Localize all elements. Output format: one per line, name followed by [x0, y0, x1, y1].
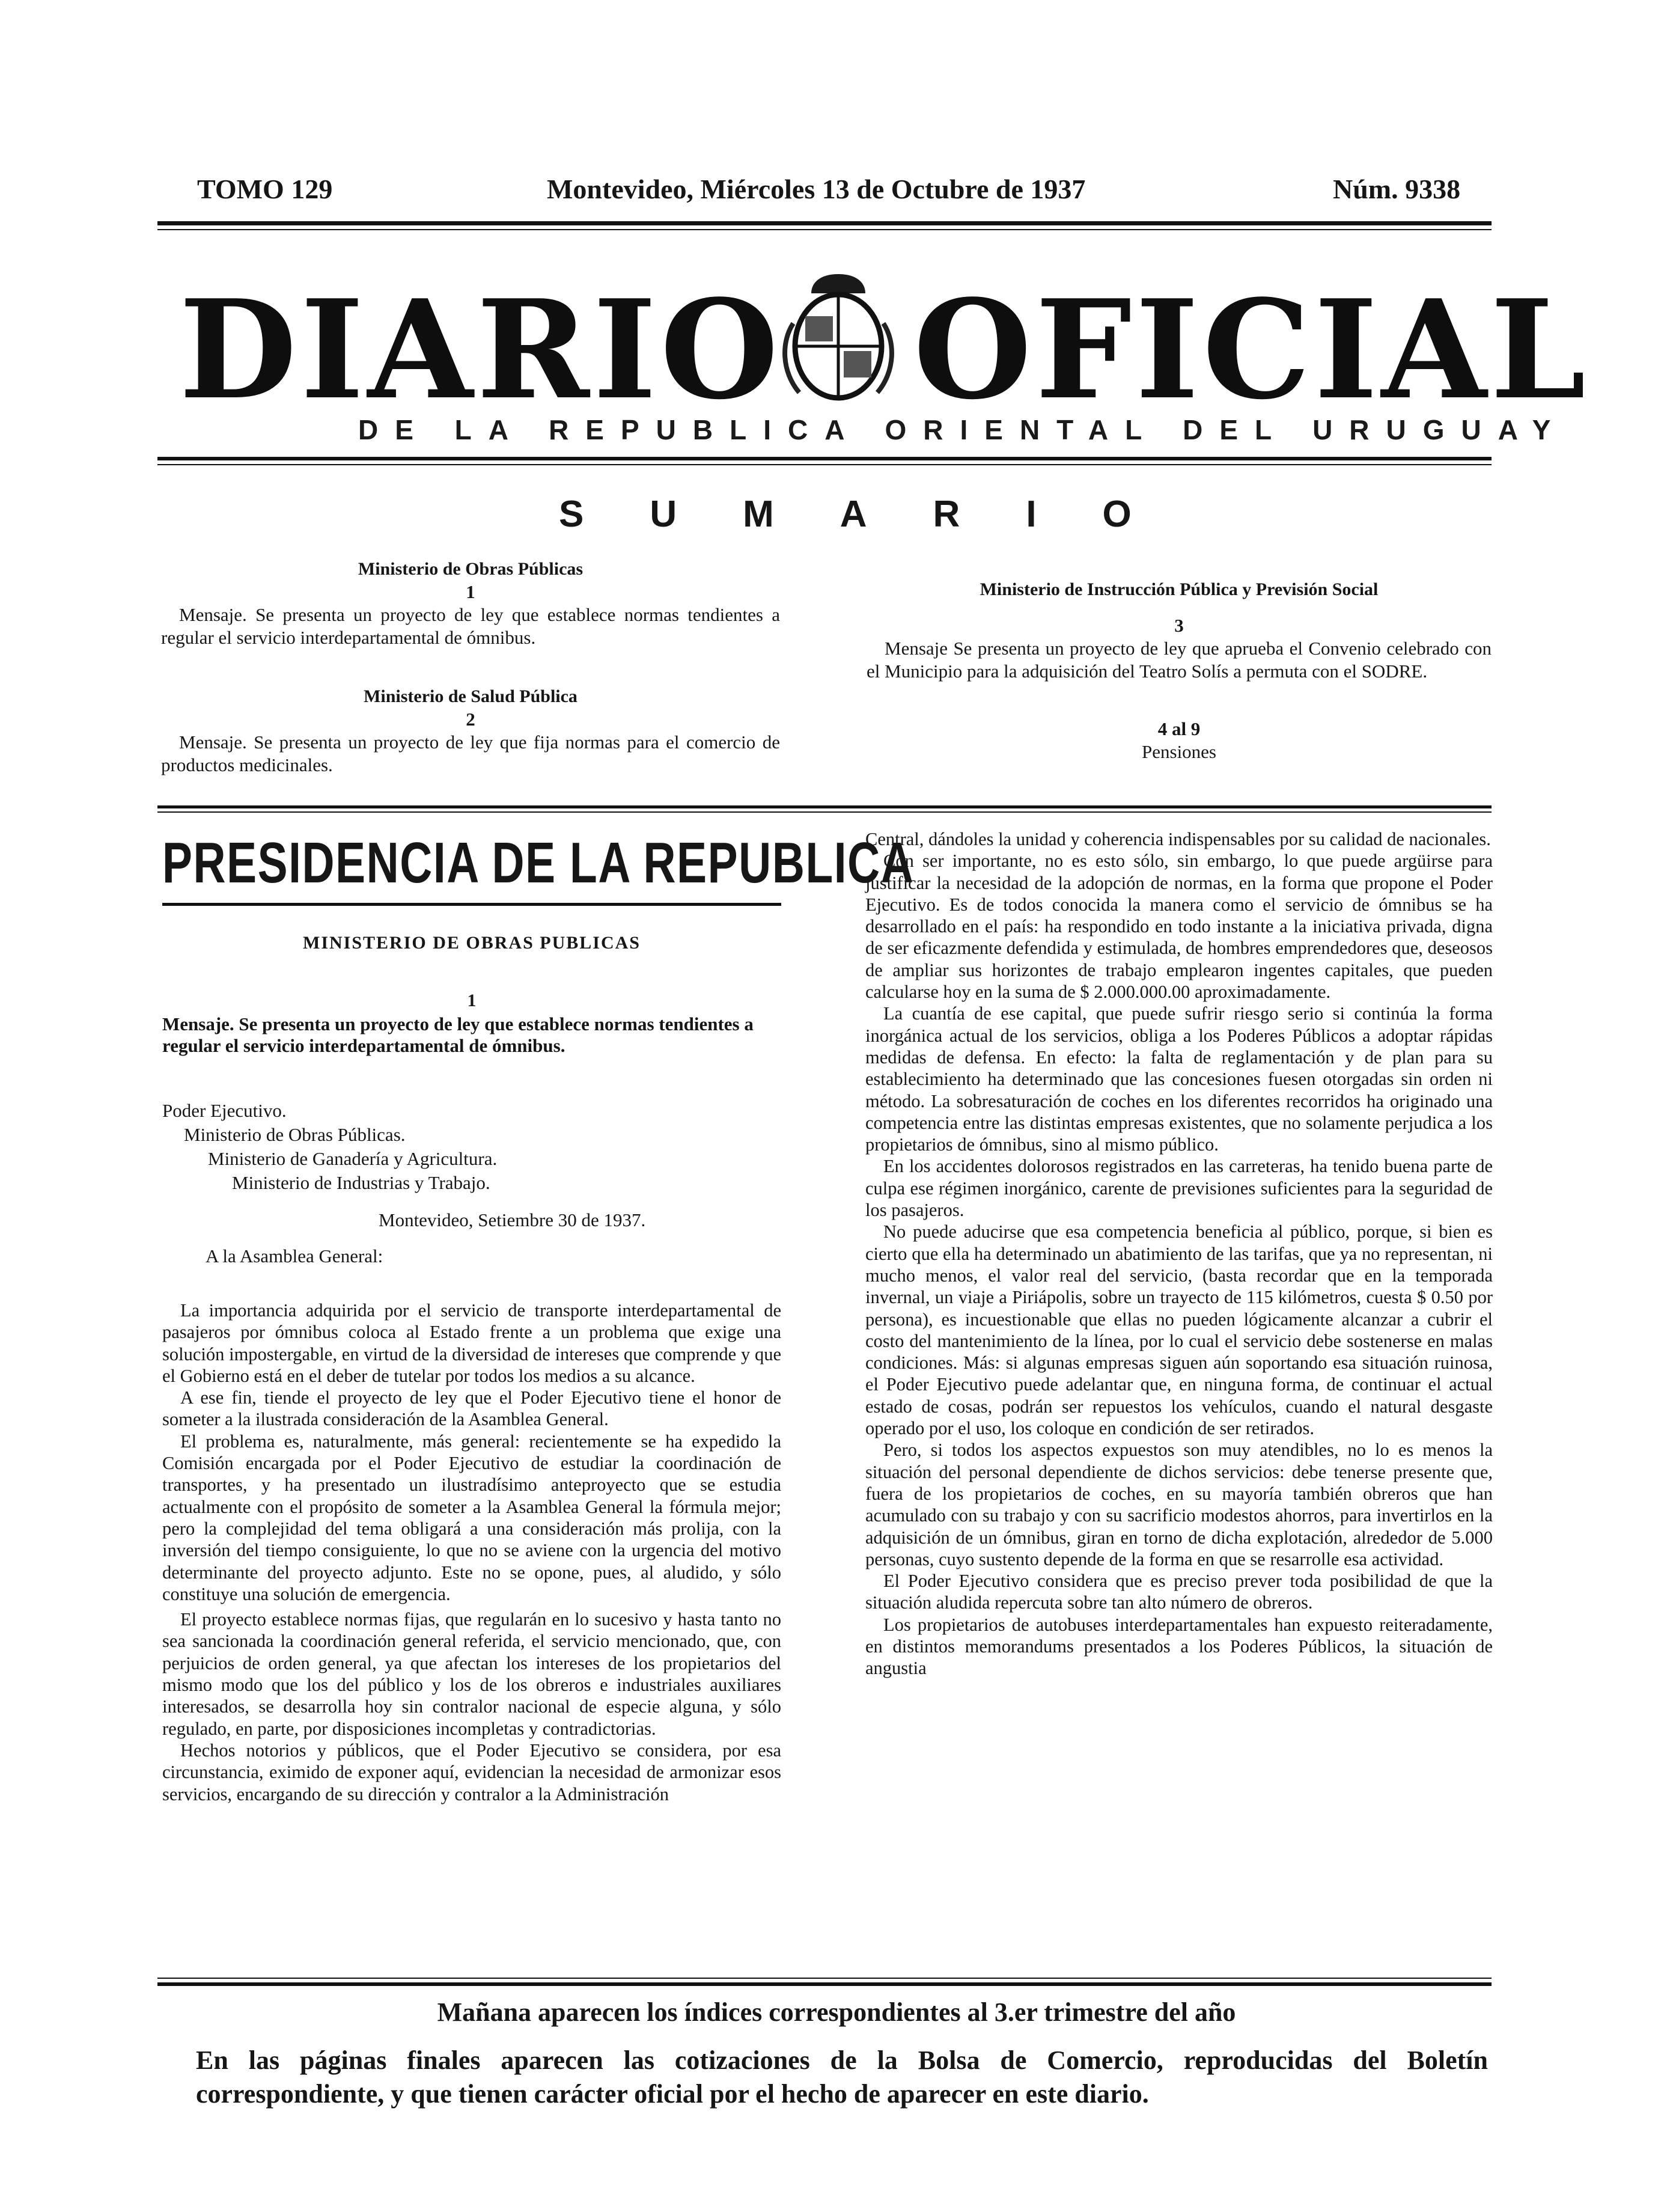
summary-ministry: Ministerio de Instrucción Pública y Previsión Social — [980, 579, 1379, 599]
addressee-line: Ministerio de Ganadería y Agricultura. — [208, 1148, 498, 1169]
masthead-rule-thin — [157, 464, 1492, 465]
summary-item — [161, 558, 780, 649]
addressee-line: Ministerio de Obras Públicas. — [184, 1124, 406, 1145]
coat-of-arms-icon — [775, 269, 901, 408]
summary-item-number: 4 al 9 — [1157, 718, 1201, 739]
header-rule-thick — [157, 221, 1492, 225]
body-paragraph: Hechos notorios y públicos, que el Poder Ejecutivo se considera, por esa circunstancia, eximido de exponer aquí, evidencian la necesidad de armonizar esos servicios, encargando de su dirección y contralor a la Administración — [162, 1740, 781, 1804]
masthead-rule-thick — [157, 457, 1492, 460]
footer-rule-thin — [157, 1978, 1492, 1979]
summary-rule-thick — [157, 805, 1492, 808]
body-paragraph: En los accidentes dolorosos registrados en las carreteras, ha tenido buena parte de culpa ese régimen inorgánico, carente de previsiones suficientes para la seguridad de los pasajeros. — [865, 1156, 1493, 1221]
summary-item-text: Pensiones — [1142, 741, 1216, 762]
issue-number: Núm. 9338 — [1333, 174, 1461, 204]
body-paragraph: Central, dándoles la unidad y coherencia indispensables por su calidad de nacionales. — [865, 829, 1491, 849]
right-column-body — [865, 828, 1493, 1679]
addressee-line: Poder Ejecutivo. — [162, 1100, 287, 1121]
masthead-title-left: DIARIO — [179, 270, 782, 430]
masthead-title-right: OFICIAL — [913, 270, 1589, 430]
masthead-subtitle: DE LA REPUBLICA ORIENTAL DEL URUGUAY — [358, 414, 1568, 445]
body-paragraph: Pero, si todos los aspectos expuestos son muy atendibles, no lo es menos la situación del personal dependiente de dichos servicios: debe tenerse presente que, fuera de los propietarios de coches, en su mayoría también obreros que han acumulado con su trabajo y con su sacrificio modestos ahorros, para invertirlos en la adquisición de un ómnibus, giran en torno de dicha explotación, alrededor de 5.000 personas, cuyo sustento depende de la forma en que se resarrolle esa actividad. — [865, 1440, 1493, 1569]
summary-item-text: Mensaje Se presenta un proyecto de ley que aprueba el Convenio celebrado con el Municipio para la adquisición del Teatro Solís a permuta con el SODRE. — [867, 638, 1492, 682]
body-paragraph: La importancia adquirida por el servicio de transporte interdepartamental de pasajeros por ómnibus coloca al Estado frente a un problema que exige una solución impostergable, en virtud de la diversidad de intereses que comprende y que el Gobierno está en el deber de tutelar por todos los medios a su alcance. — [162, 1300, 781, 1386]
summary-item-number: 3 — [1174, 615, 1184, 636]
place-date: Montevideo, Setiembre 30 de 1937. — [379, 1209, 646, 1230]
left-column-body — [162, 1300, 781, 1805]
summary-title: SUMARIO — [559, 493, 1198, 535]
header-rule-thin — [157, 229, 1492, 230]
summary-item-text: Mensaje. Se presenta un proyecto de ley que establece normas tendientes a regular el servicio interdepartamental de ómnibus. — [161, 604, 780, 648]
summary-rule-thin — [157, 811, 1492, 813]
footer-notice-index: Mañana aparecen los índices correspondientes al 3.er trimestre del año — [437, 1997, 1236, 2027]
summary-ministry: Ministerio de Salud Pública — [364, 686, 577, 706]
body-paragraph: La cuantía de ese capital, que puede sufrir riesgo serio si continúa la forma inorgánica actual de los servicios, obliga a los Poderes Públicos a adoptar rápidas medidas de defensa. En efecto: la falta de reglamentación y de plan para su establecimiento ha determinado que las concesiones fuesen otorgadas sin orden ni método. La sobresaturación de coches en los diferentes recorridos ha originado una competencia entre las distintas empresas existentes, que no solamente perjudica a los propietarios de ómnibus, sino al mismo público. — [865, 1003, 1493, 1155]
section-title: PRESIDENCIA DE LA REPUBLICA — [162, 831, 915, 895]
summary-item — [867, 718, 1492, 763]
addressee-line: Ministerio de Industrias y Trabajo. — [232, 1172, 490, 1193]
body-paragraph: Con ser importante, no es esto sólo, sin embargo, lo que puede argüirse para justificar la necesidad de la adopción de normas, en la forma que propone el Poder Ejecutivo. Es de todos conocida la manera como el servicio de ómnibus se ha desarrollado en el país: ha respondido en todo instante a la iniciativa privada, digna de ser eficazmente defendida y estimulada, de hombres emprendedores que, deseosos de ampliar sus horizontes de trabajo emplearon ingentes capitales, que pueden calcularse hoy en la suma de $ 2.000.000.00 aproximadamente. — [865, 851, 1493, 1003]
summary-item-number: 2 — [466, 709, 475, 730]
footer-rule-thick — [157, 1982, 1492, 1986]
section-title-rule — [162, 903, 781, 906]
summary-ministry: Ministerio de Obras Públicas — [358, 559, 584, 579]
message-summary: Mensaje. Se presenta un proyecto de ley que establece normas tendientes a regular el servicio interdepartamental de ómnibus. — [162, 1013, 754, 1056]
body-paragraph: El Poder Ejecutivo considera que es preciso prever toda posibilidad de que la situación aludida repercuta sobre tan alto número de obreros. — [865, 1571, 1493, 1613]
volume-number: TOMO 129 — [197, 174, 333, 204]
addressee-block — [162, 1099, 781, 1268]
footer-notice-bolsa: En las páginas finales aparecen las cotizaciones de la Bolsa de Comercio, reproducidas del Boletín correspondiente, y que tienen carácter oficial por el hecho de aparecer en este diario. — [196, 2045, 1488, 2109]
issue-date: Montevideo, Miércoles 13 de Octubre de 1937 — [547, 174, 1086, 204]
body-paragraph: El proyecto establece normas fijas, que regularán en lo sucesivo y hasta tanto no sea sancionada la coordinación general referida, el servicio mencionado, que, con perjuicios de orden general, ya que afectan los intereses de los propietarios del mismo modo que los del público y los de los obreros e industriales auxiliares interesados, se desarrolla hoy sin contralor nacional de especie alguna, y sólo regulado, en parte, por disposiciones incompletas y contradictorias. — [162, 1609, 781, 1739]
salutation: A la Asamblea General: — [206, 1245, 383, 1266]
summary-item — [867, 578, 1492, 683]
ministry-heading: MINISTERIO DE OBRAS PUBLICAS — [303, 933, 641, 953]
body-paragraph: A ese fin, tiende el proyecto de ley que el Poder Ejecutivo tiene el honor de someter a la ilustrada consideración de la Asamblea General. — [162, 1387, 781, 1430]
message-number: 1 — [467, 991, 477, 1010]
body-paragraph: El problema es, naturalmente, más general: recientemente se ha expedido la Comisión encargada por el Poder Ejecutivo de estudiar la coordinación de transportes, y ha presentado un ilustradísimo anteproyecto que se estudia actualmente con el propósito de someter a la Asamblea General la fórmula mejor; pero la complejidad del tema obligará a una consideración más prolija, con la inversión del tiempo consiguiente, lo que no se aviene con la urgencia del motivo determinante del proyecto adjunto. Este no se opone, pues, al aludido, y sólo constituye una solución de emergencia. — [162, 1431, 781, 1604]
body-paragraph: Los propietarios de autobuses interdepartamentales han expuesto reiteradamente, en distintos memorandums presentados a los Poderes Públicos, la situación de angustia — [865, 1614, 1493, 1679]
summary-item-number: 1 — [466, 581, 475, 602]
body-paragraph: No puede aducirse que esa competencia beneficia al público, porque, si bien es cierto que ella ha determinado un abatimiento de las tarifas, que ya no representan, ni mucho menos, el valor real del servicio, (basta recordar que en la temporada invernal, un viaje a Piriápolis, sobre un trayecto de 115 kilómetros, cuesta $ 0.50 por persona), es incuestionable que ellas no pueden lógicamente alcanzar a cubrir el costo del mantenimiento de la línea, por lo cual el servicio debe sostenerse en malas condiciones. Más: si algunas empresas siguen aún soportando esa situación ruinosa, el Poder Ejecutivo puede adelantar que, en ninguna forma, de continuar el actual estado de cosas, podrán ser repuestos los vehículos, cuando el natural desgaste operado por el uso, los coloque en condición de ser retirados. — [865, 1221, 1493, 1439]
summary-item — [161, 685, 780, 777]
summary-item-text: Mensaje. Se presenta un proyecto de ley que fija normas para el comercio de productos medicinales. — [161, 732, 780, 775]
